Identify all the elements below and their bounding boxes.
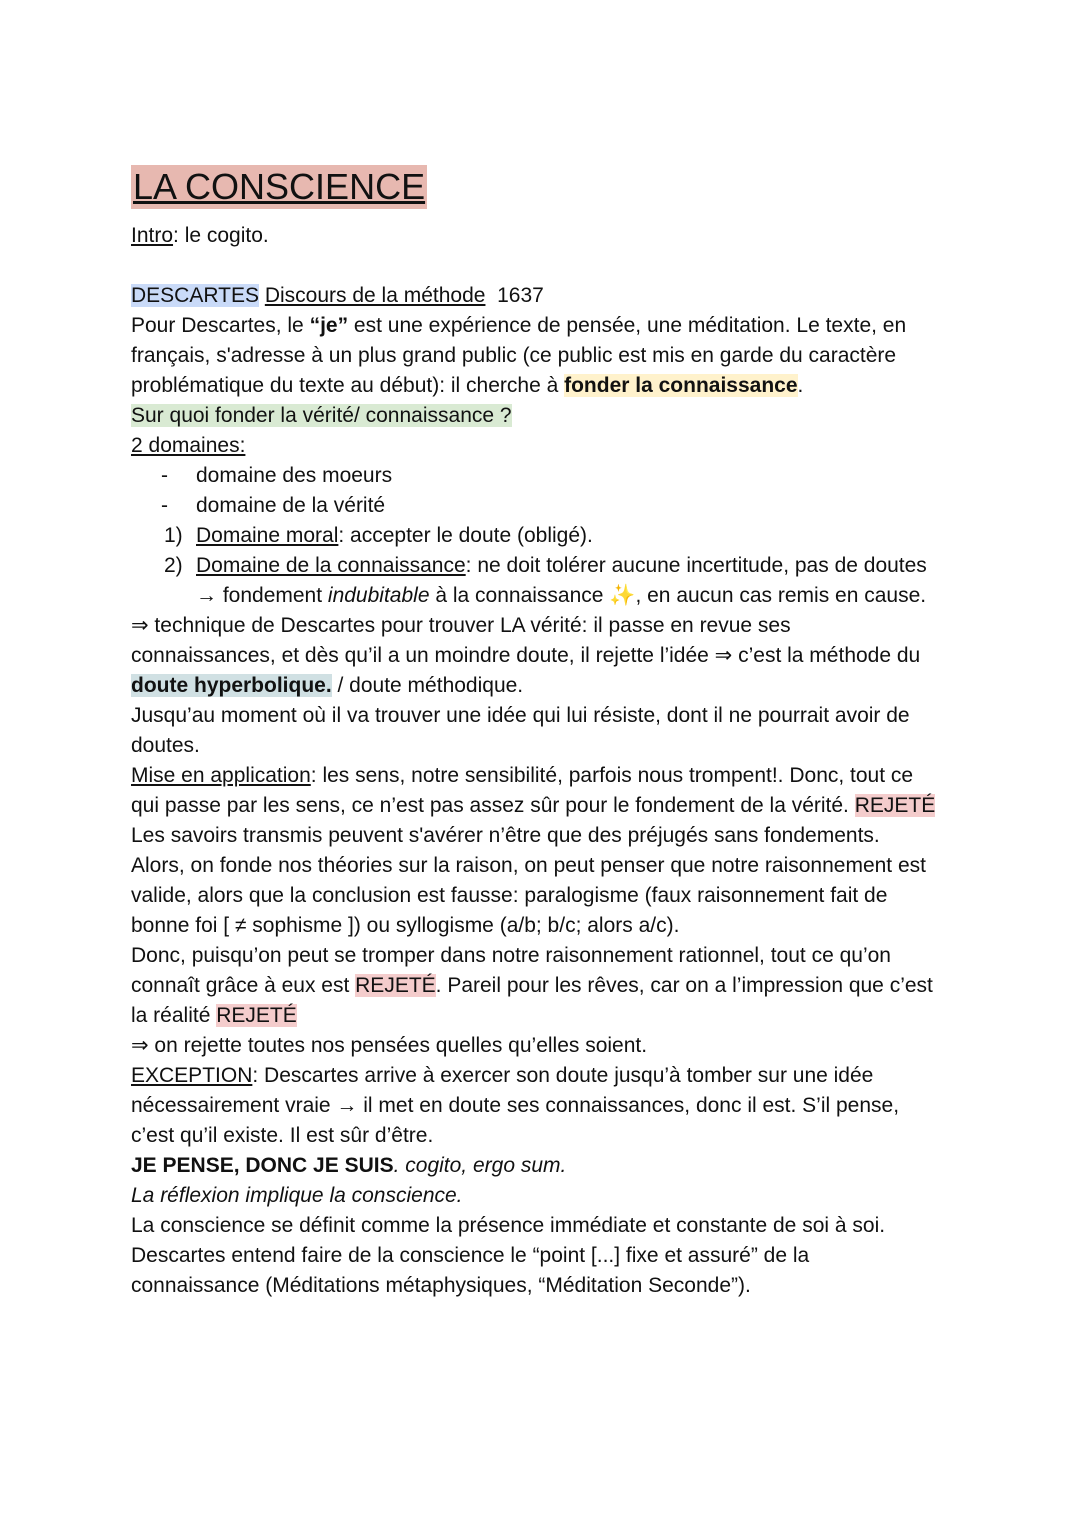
item-text: : accepter le doute (obligé). (338, 524, 593, 547)
highlight-fonder: fonder la connaissance (564, 374, 798, 397)
work-year: 1637 (497, 284, 544, 307)
rejete-badge: REJETÉ (355, 974, 436, 997)
paragraph-line (131, 311, 961, 341)
intro-text: : le cogito. (173, 224, 269, 247)
italic-span: indubitable (327, 584, 430, 607)
paragraph-line: connaissances, et dès qu’il a un moindre doute, il rejette l’idée ⇒ c’est la méthode du (131, 644, 921, 667)
author-name: DESCARTES (131, 284, 259, 307)
text-span: à la connaissance (429, 584, 610, 607)
paragraph-line: Alors, on fonde nos théories sur la raison, on peut penser que notre raisonnement est (131, 854, 926, 877)
text-span: connaît grâce à eux est (131, 974, 356, 997)
paragraph-line: Donc, puisqu’on peut se tromper dans notre raisonnement rationnel, tout ce qu’on (131, 944, 891, 967)
paragraph-line: connaissance (Méditations métaphysiques, “Méditation Seconde”). (131, 1274, 751, 1297)
paragraph-line: c’est qu’il existe. Il est sûr d’être. (131, 1124, 434, 1147)
spacer (131, 251, 961, 281)
item-label: Domaine de la connaissance (196, 554, 466, 577)
text-span: qui passe par les sens, ce n’est pas assez sûr pour le fondement de la vérité. (131, 794, 855, 817)
sparkle-icon: ✨ (609, 584, 636, 607)
intro-label: Intro (131, 224, 174, 247)
rejete-badge: REJETÉ (854, 794, 936, 817)
bullet-item: - domaine des moeurs (161, 464, 393, 487)
item-label: Domaine moral (196, 524, 339, 547)
paragraph-line: ⇒ on rejette toutes nos pensées quelles qu’elles soient. (131, 1034, 648, 1057)
text-span: Pour Descartes, le (131, 314, 310, 337)
text-span: → fondement (196, 584, 328, 607)
paragraph-line (131, 1061, 961, 1091)
intro-line (131, 221, 961, 251)
paragraph-line (131, 971, 961, 1001)
paragraph-line (131, 761, 961, 791)
text-span: . (797, 374, 804, 397)
paragraph-line (131, 671, 961, 701)
exception-label: EXCEPTION (131, 1064, 253, 1087)
paragraph-line: bonne foi [ ≠ sophisme ]) ou syllogisme (a/b; b/c; alors a/c). (131, 914, 680, 937)
paragraph-line (131, 1001, 961, 1031)
bullet-item: - domaine de la vérité (161, 494, 386, 517)
paragraph-line: nécessairement vraie → il met en doute ses connaissances, donc il est. S’il pense, (131, 1094, 900, 1117)
document-page (131, 165, 961, 1301)
question-highlight: Sur quoi fonder la vérité/ connaissance ? (131, 404, 512, 427)
paragraph-line: Les savoirs transmis peuvent s'avérer n’être que des préjugés sans fondements. (131, 824, 880, 847)
text-span: . Pareil pour les rêves, car on a l’impression que c’est (435, 974, 933, 997)
text-span: est une expérience de pensée, une méditation. Le texte, en (348, 314, 907, 337)
mise-label: Mise en application (131, 764, 311, 787)
text-span: problématique du texte au début): il cherche à (131, 374, 565, 397)
bullet-text: domaine des moeurs (196, 464, 393, 487)
work-title: Discours de la méthode (264, 284, 486, 307)
paragraph-line: français, s'adresse à un plus grand public (ce public est mis en garde du caractère (131, 344, 897, 367)
numbered-item: 1) Domaine moral: accepter le doute (obligé). (164, 524, 593, 547)
paragraph-line: Descartes entend faire de la conscience le “point [...] fixe et assuré” de la (131, 1244, 810, 1267)
paragraph-line: ⇒ technique de Descartes pour trouver LA vérité: il passe en revue ses (131, 614, 791, 637)
cogito-line (131, 1151, 961, 1181)
paragraph-line: Jusqu’au moment où il va trouver une idée qui lui résiste, dont il ne pourrait avoir de (131, 704, 910, 727)
source-line (131, 281, 961, 311)
rejete-badge: REJETÉ (216, 1004, 297, 1027)
question-line (131, 401, 961, 431)
item-text: : ne doit tolérer aucune incertitude, pas de doutes (465, 554, 927, 577)
cogito-latin: . cogito, ergo sum. (393, 1154, 567, 1177)
bullet-text: domaine de la vérité (196, 494, 386, 517)
cogito-bold: JE PENSE, DONC JE SUIS (131, 1154, 394, 1177)
text-span: la réalité (131, 1004, 217, 1027)
text-span: , en aucun cas remis en cause. (635, 584, 927, 607)
reflexion-line: La réflexion implique la conscience. (131, 1184, 463, 1207)
je-emphasis: “je” (309, 314, 349, 337)
numbered-item-continuation (131, 581, 961, 611)
numbered-item: 2) Domaine de la connaissance: ne doit tolérer aucune incertitude, pas de doutes (164, 554, 927, 577)
paragraph-line: doutes. (131, 734, 200, 757)
domains-heading: 2 domaines: (131, 434, 246, 457)
paragraph-line: La conscience se définit comme la présence immédiate et constante de soi à soi. (131, 1214, 886, 1237)
paragraph-line (131, 791, 961, 821)
highlight-doute: doute hyperbolique. (131, 674, 332, 697)
text-span: : les sens, notre sensibilité, parfois nous trompent!. Donc, tout ce (310, 764, 914, 787)
paragraph-line (131, 371, 961, 401)
paragraph-line: valide, alors que la conclusion est fausse: paralogisme (faux raisonnement fait de (131, 884, 888, 907)
page-title: LA CONSCIENCE (133, 166, 426, 207)
text-span: / doute méthodique. (331, 674, 524, 697)
text-span: : Descartes arrive à exercer son doute jusqu’à tomber sur une idée (252, 1064, 874, 1087)
